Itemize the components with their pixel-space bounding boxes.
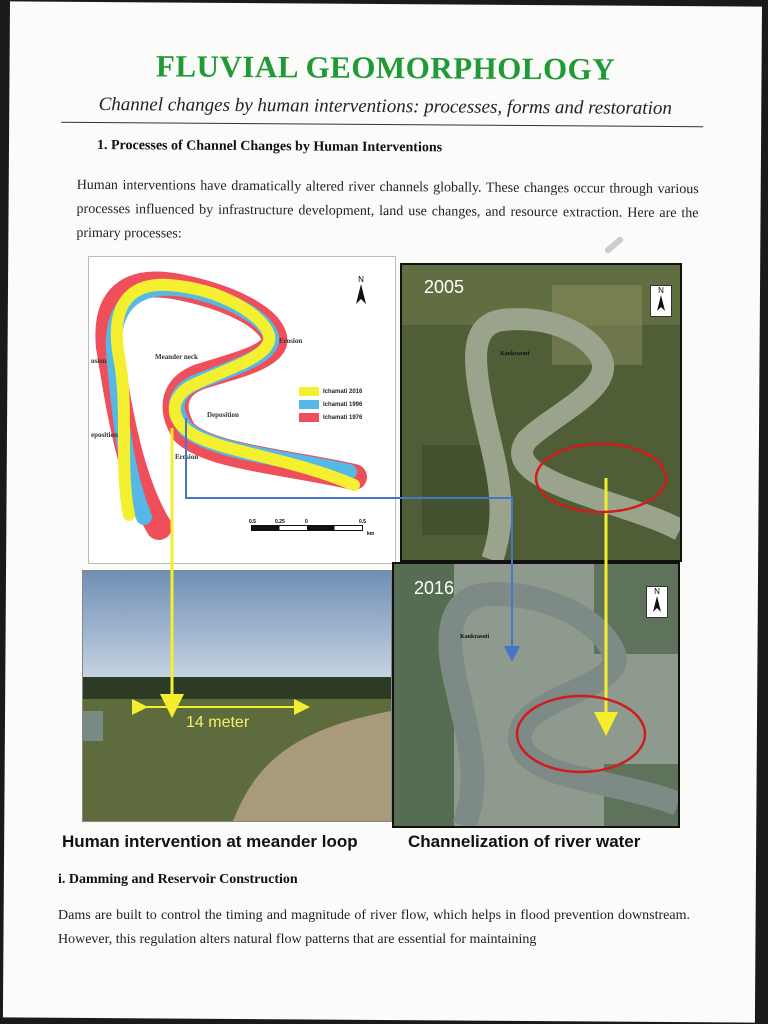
page-title: FLUVIAL GEOMORPHOLOGY (155, 48, 616, 87)
scale-bar (251, 525, 363, 531)
scale-tick: 0.5 (249, 519, 256, 525)
page-subtitle: Channel changes by human interventions: processes, forms and restoration (98, 93, 672, 119)
north-arrow-icon: N (646, 586, 668, 618)
legend-swatch (299, 413, 319, 422)
label-deposition-left: eposition (91, 431, 118, 439)
label-meander-neck: Meander neck (155, 353, 198, 361)
satellite-image-2016 (392, 562, 680, 828)
label-erosion-bottom: Erosion (175, 453, 199, 461)
year-label-2016: 2016 (414, 578, 455, 598)
caption-meander-loop: Human intervention at meander loop (62, 832, 358, 851)
scale-tick: 0.5 (359, 519, 366, 525)
north-arrow-icon: N (650, 285, 672, 317)
north-arrow-icon (351, 275, 371, 305)
photo-scene (83, 571, 391, 821)
section-heading: 1. Processes of Channel Changes by Human Interventions (96, 137, 443, 156)
label-erosion-right: Erosion (279, 337, 303, 345)
satellite-texture (402, 265, 680, 560)
title-divider (61, 122, 703, 127)
legend-item: Ichamati 1976 (299, 411, 362, 424)
map-legend (299, 385, 362, 424)
north-label: N (358, 275, 364, 284)
legend-swatch (299, 387, 319, 396)
subsection-paragraph: Dams are built to control the timing and magnitude of river flow, which helps in flood prevention downstream. However, this regulation alters natural flow patterns that are essential for maintaining (58, 908, 690, 947)
place-label: Kankrasuti (500, 351, 530, 357)
subsection-heading: i. Damming and Reservoir Construction (58, 872, 298, 887)
caption-channelization: Channelization of river water (408, 832, 641, 851)
meander-field-photo (82, 570, 392, 822)
year-label-2005: 2005 (424, 277, 465, 297)
label-deposition-center: Deposition (207, 411, 239, 419)
satellite-image-2005 (400, 263, 682, 562)
satellite-texture (394, 564, 678, 826)
place-label: Kankrasuti (460, 634, 490, 640)
label-erosion-left: osion (91, 357, 107, 365)
intro-paragraph: Human interventions have dramatically altered river channels globally. These changes occur through various processes influenced by infrastructure development, land use changes, and resource extraction. Here are the primary processes: (76, 177, 699, 242)
legend-item: Ichamati 1996 (299, 398, 362, 411)
scale-tick: 0 (305, 519, 308, 525)
legend-swatch (299, 400, 319, 409)
measure-label: 14 meter (186, 714, 250, 731)
channel-shift-map (88, 256, 396, 564)
scale-tick: 0.25 (275, 519, 285, 525)
legend-item: Ichamati 2016 (299, 385, 362, 398)
scale-unit: km (367, 531, 375, 537)
